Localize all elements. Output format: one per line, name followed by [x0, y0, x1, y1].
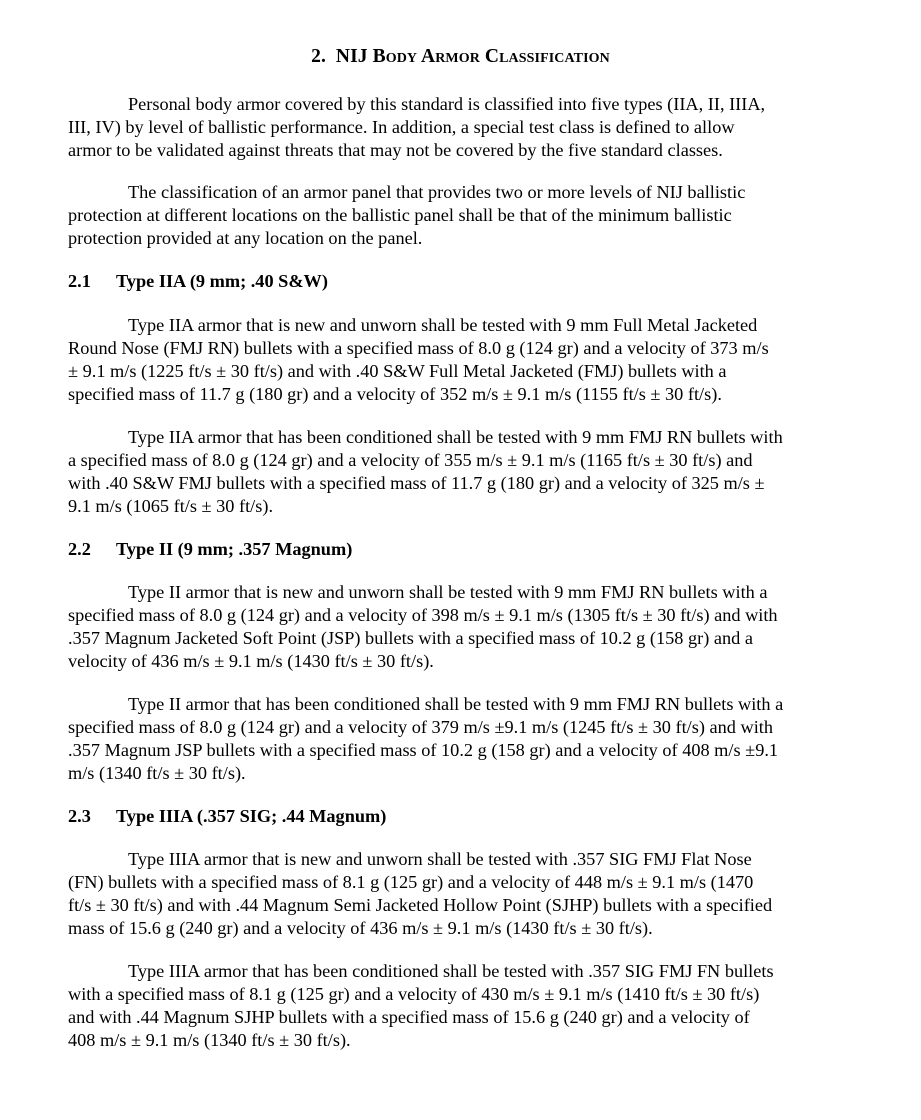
paragraph-2-3-new-unworn	[68, 848, 868, 940]
paragraph-line: Personal body armor covered by this standard is classified into five types (IIA, II, IIIA,	[128, 94, 766, 114]
intro-paragraph-1	[68, 93, 868, 162]
paragraph-2-2-conditioned	[68, 693, 868, 785]
section-number: 2.	[311, 46, 326, 67]
paragraph-2-1-conditioned	[68, 426, 868, 518]
paragraph-line: specified mass of 8.0 g (124 gr) and a velocity of 398 m/s ± 9.1 m/s (1305 ft/s ± 30 ft/s) and with	[68, 605, 778, 625]
paragraph-line: Round Nose (FMJ RN) bullets with a specified mass of 8.0 g (124 gr) and a velocity of 373 m/s	[68, 338, 769, 358]
intro-paragraph-2	[68, 181, 868, 250]
paragraph-2-3-conditioned	[68, 960, 868, 1052]
paragraph-line: specified mass of 8.0 g (124 gr) and a velocity of 379 m/s ±9.1 m/s (1245 ft/s ± 30 ft/s) and with	[68, 717, 773, 737]
paragraph-line: velocity of 436 m/s ± 9.1 m/s (1430 ft/s ± 30 ft/s).	[68, 651, 434, 671]
paragraph-line: .357 Magnum JSP bullets with a specified mass of 10.2 g (158 gr) and a velocity of 408 m/s ±9.1	[68, 740, 779, 760]
paragraph-line: The classification of an armor panel that provides two or more levels of NIJ ballistic	[128, 182, 746, 202]
paragraph-2-2-new-unworn	[68, 581, 868, 673]
paragraph-line: III, IV) by level of ballistic performance. In addition, a special test class is defined to allow	[68, 117, 735, 137]
subsection-title: Type II (9 mm; .357 Magnum)	[116, 539, 353, 559]
subsection-heading-2-1	[68, 270, 328, 293]
section-title	[0, 46, 921, 68]
subsection-title: Type IIA (9 mm; .40 S&W)	[116, 271, 328, 291]
subsection-heading-2-2	[68, 538, 352, 561]
paragraph-line: ft/s ± 30 ft/s) and with .44 Magnum Semi Jacketed Hollow Point (SJHP) bullets with a specified	[68, 895, 773, 915]
paragraph-line: mass of 15.6 g (240 gr) and a velocity of 436 m/s ± 9.1 m/s (1430 ft/s ± 30 ft/s).	[68, 918, 653, 938]
subsection-title: Type IIIA (.357 SIG; .44 Magnum)	[116, 806, 387, 826]
paragraph-line: armor to be validated against threats that may not be covered by the five standard classes.	[68, 140, 723, 160]
paragraph-line: ± 9.1 m/s (1225 ft/s ± 30 ft/s) and with .40 S&W Full Metal Jacketed (FMJ) bullets with a	[68, 361, 727, 381]
paragraph-line: a specified mass of 8.0 g (124 gr) and a velocity of 355 m/s ± 9.1 m/s (1165 ft/s ± 30 ft/s) and	[68, 450, 753, 470]
paragraph-line: with a specified mass of 8.1 g (125 gr) and a velocity of 430 m/s ± 9.1 m/s (1410 ft/s ± 30 ft/s)	[68, 984, 760, 1004]
paragraph-line: Type II armor that is new and unworn shall be tested with 9 mm FMJ RN bullets with a	[128, 582, 768, 602]
paragraph-line: Type II armor that has been conditioned shall be tested with 9 mm FMJ RN bullets with a	[128, 694, 784, 714]
paragraph-line: 408 m/s ± 9.1 m/s (1340 ft/s ± 30 ft/s).	[68, 1030, 351, 1050]
subsection-heading-2-3	[68, 805, 386, 828]
paragraph-line: Type IIIA armor that has been conditioned shall be tested with .357 SIG FMJ FN bullets	[128, 961, 774, 981]
paragraph-line: (FN) bullets with a specified mass of 8.1 g (125 gr) and a velocity of 448 m/s ± 9.1 m/s (1470	[68, 872, 754, 892]
subsection-number: 2.3	[68, 806, 91, 826]
paragraph-line: Type IIA armor that is new and unworn shall be tested with 9 mm Full Metal Jacketed	[128, 315, 758, 335]
paragraph-line: and with .44 Magnum SJHP bullets with a specified mass of 15.6 g (240 gr) and a velocity of	[68, 1007, 750, 1027]
subsection-number: 2.2	[68, 539, 91, 559]
paragraph-line: Type IIIA armor that is new and unworn shall be tested with .357 SIG FMJ Flat Nose	[128, 849, 752, 869]
paragraph-2-1-new-unworn	[68, 314, 868, 406]
paragraph-line: protection provided at any location on the panel.	[68, 228, 423, 248]
paragraph-line: Type IIA armor that has been conditioned shall be tested with 9 mm FMJ RN bullets with	[128, 427, 783, 447]
paragraph-line: specified mass of 11.7 g (180 gr) and a velocity of 352 m/s ± 9.1 m/s (1155 ft/s ± 30 ft/s).	[68, 384, 722, 404]
paragraph-line: .357 Magnum Jacketed Soft Point (JSP) bullets with a specified mass of 10.2 g (158 gr) and a	[68, 628, 753, 648]
subsection-number: 2.1	[68, 271, 91, 291]
paragraph-line: m/s (1340 ft/s ± 30 ft/s).	[68, 763, 246, 783]
section-title-text: NIJ Body Armor Classification	[335, 46, 610, 67]
paragraph-line: 9.1 m/s (1065 ft/s ± 30 ft/s).	[68, 496, 274, 516]
paragraph-line: with .40 S&W FMJ bullets with a specified mass of 11.7 g (180 gr) and a velocity of 325 m/s ±	[68, 473, 765, 493]
paragraph-line: protection at different locations on the ballistic panel shall be that of the minimum ballistic	[68, 205, 732, 225]
